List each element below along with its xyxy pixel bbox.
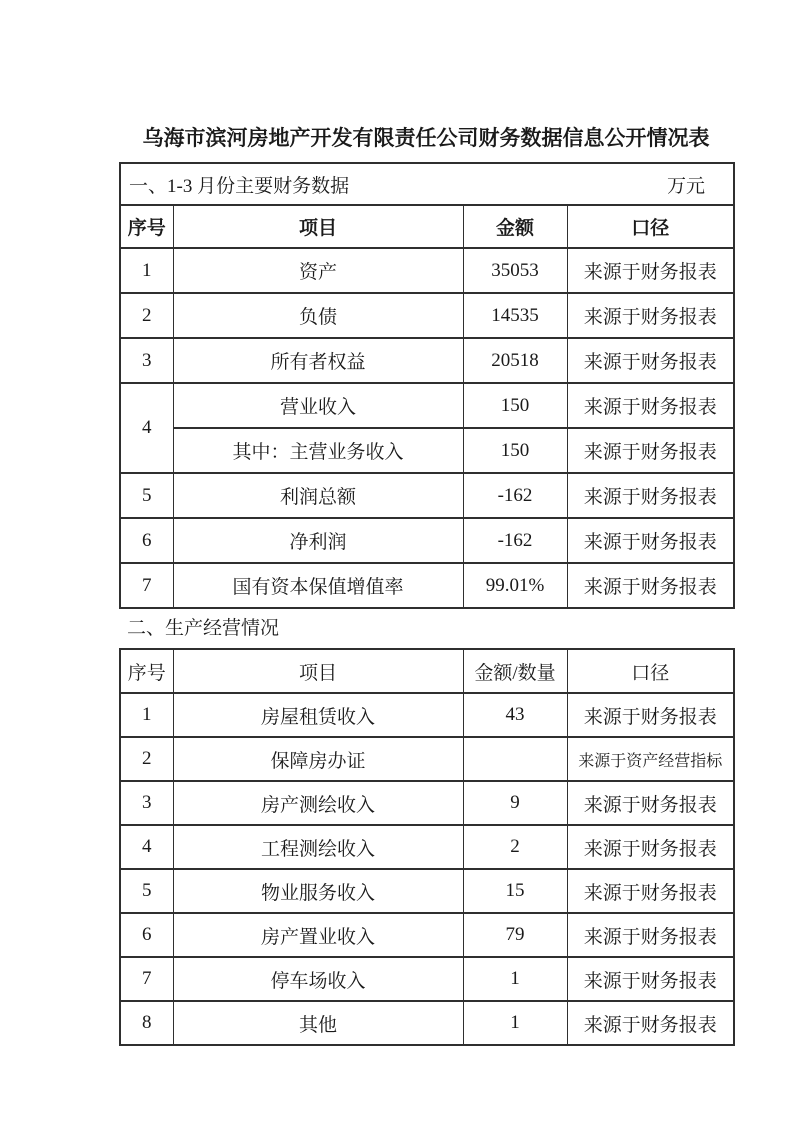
operations-table <box>119 648 735 1046</box>
cell-caliber: 来源于财务报表 <box>567 293 734 338</box>
table-row <box>120 737 734 781</box>
cell-amount: 1 <box>463 1001 567 1045</box>
cell-no: 6 <box>120 913 173 957</box>
cell-no: 3 <box>120 781 173 825</box>
cell-item: 利润总额 <box>173 473 463 518</box>
cell-item: 所有者权益 <box>173 338 463 383</box>
cell-caliber: 来源于财务报表 <box>567 781 734 825</box>
cell-amount: 43 <box>463 693 567 737</box>
cell-item: 工程测绘收入 <box>173 825 463 869</box>
cell-amount: 99.01% <box>463 563 567 608</box>
cell-no: 3 <box>120 338 173 383</box>
cell-item: 房产置业收入 <box>173 913 463 957</box>
cell-no: 1 <box>120 693 173 737</box>
cell-item: 保障房办证 <box>173 737 463 781</box>
col-header-caliber: 口径 <box>567 649 734 693</box>
table-row <box>120 693 734 737</box>
table-row <box>120 913 734 957</box>
table-row <box>120 428 734 473</box>
cell-no: 1 <box>120 248 173 293</box>
cell-item: 负债 <box>173 293 463 338</box>
table-row <box>120 957 734 1001</box>
cell-amount: 79 <box>463 913 567 957</box>
cell-caliber: 来源于财务报表 <box>567 428 734 473</box>
cell-item: 资产 <box>173 248 463 293</box>
document-title: 乌海市滨河房地产开发有限责任公司财务数据信息公开情况表 <box>142 126 710 150</box>
table-2-header-row <box>120 649 734 693</box>
cell-caliber: 来源于财务报表 <box>567 473 734 518</box>
cell-caliber: 来源于资产经营指标 <box>567 737 734 781</box>
col-header-item: 项目 <box>173 649 463 693</box>
col-header-no: 序号 <box>120 649 173 693</box>
cell-no: 7 <box>120 563 173 608</box>
cell-item: 营业收入 <box>173 383 463 428</box>
cell-caliber: 来源于财务报表 <box>567 957 734 1001</box>
section-1-label: 一、1-3 月份主要财务数据 <box>129 175 350 197</box>
table-row <box>120 293 734 338</box>
financial-data-table <box>119 162 735 609</box>
cell-caliber: 来源于财务报表 <box>567 338 734 383</box>
cell-amount: -162 <box>463 518 567 563</box>
col-header-no: 序号 <box>120 205 173 248</box>
cell-amount: 150 <box>463 428 567 473</box>
table-row <box>120 248 734 293</box>
cell-amount: -162 <box>463 473 567 518</box>
cell-amount: 1 <box>463 957 567 1001</box>
cell-item: 其他 <box>173 1001 463 1045</box>
cell-no: 4 <box>120 383 173 473</box>
col-header-amount: 金额 <box>463 205 567 248</box>
cell-amount: 2 <box>463 825 567 869</box>
cell-caliber: 来源于财务报表 <box>567 248 734 293</box>
cell-caliber: 来源于财务报表 <box>567 825 734 869</box>
cell-item: 房产测绘收入 <box>173 781 463 825</box>
table-row <box>120 518 734 563</box>
cell-caliber: 来源于财务报表 <box>567 1001 734 1045</box>
cell-item: 停车场收入 <box>173 957 463 1001</box>
table-row <box>120 869 734 913</box>
cell-no: 7 <box>120 957 173 1001</box>
cell-amount: 14535 <box>463 293 567 338</box>
col-header-caliber: 口径 <box>567 205 734 248</box>
section-1-row <box>120 163 734 205</box>
cell-amount: 9 <box>463 781 567 825</box>
table-row <box>120 563 734 608</box>
cell-item: 净利润 <box>173 518 463 563</box>
cell-no: 5 <box>120 869 173 913</box>
cell-caliber: 来源于财务报表 <box>567 518 734 563</box>
cell-amount: 150 <box>463 383 567 428</box>
cell-caliber: 来源于财务报表 <box>567 693 734 737</box>
document-content <box>119 126 733 1046</box>
table-row <box>120 1001 734 1045</box>
unit-label: 万元 <box>667 175 706 197</box>
table-row <box>120 383 734 428</box>
cell-item: 其中：主营业务收入 <box>173 428 463 473</box>
cell-no: 8 <box>120 1001 173 1045</box>
cell-caliber: 来源于财务报表 <box>567 869 734 913</box>
cell-caliber: 来源于财务报表 <box>567 913 734 957</box>
cell-amount <box>463 737 567 781</box>
table-1-header-row <box>120 205 734 248</box>
col-header-amount: 金额/数量 <box>463 649 567 693</box>
cell-caliber: 来源于财务报表 <box>567 383 734 428</box>
section-2-label: 二、生产经营情况 <box>127 618 280 639</box>
table-row <box>120 473 734 518</box>
cell-no: 6 <box>120 518 173 563</box>
cell-amount: 35053 <box>463 248 567 293</box>
table-row <box>120 338 734 383</box>
cell-item: 国有资本保值增值率 <box>173 563 463 608</box>
cell-caliber: 来源于财务报表 <box>567 563 734 608</box>
cell-amount: 15 <box>463 869 567 913</box>
cell-item: 物业服务收入 <box>173 869 463 913</box>
cell-no: 2 <box>120 293 173 338</box>
cell-amount: 20518 <box>463 338 567 383</box>
cell-no: 5 <box>120 473 173 518</box>
cell-item: 房屋租赁收入 <box>173 693 463 737</box>
cell-no: 4 <box>120 825 173 869</box>
col-header-item: 项目 <box>173 205 463 248</box>
section-1-cell <box>120 163 734 205</box>
table-row <box>120 781 734 825</box>
cell-no: 2 <box>120 737 173 781</box>
table-row <box>120 825 734 869</box>
